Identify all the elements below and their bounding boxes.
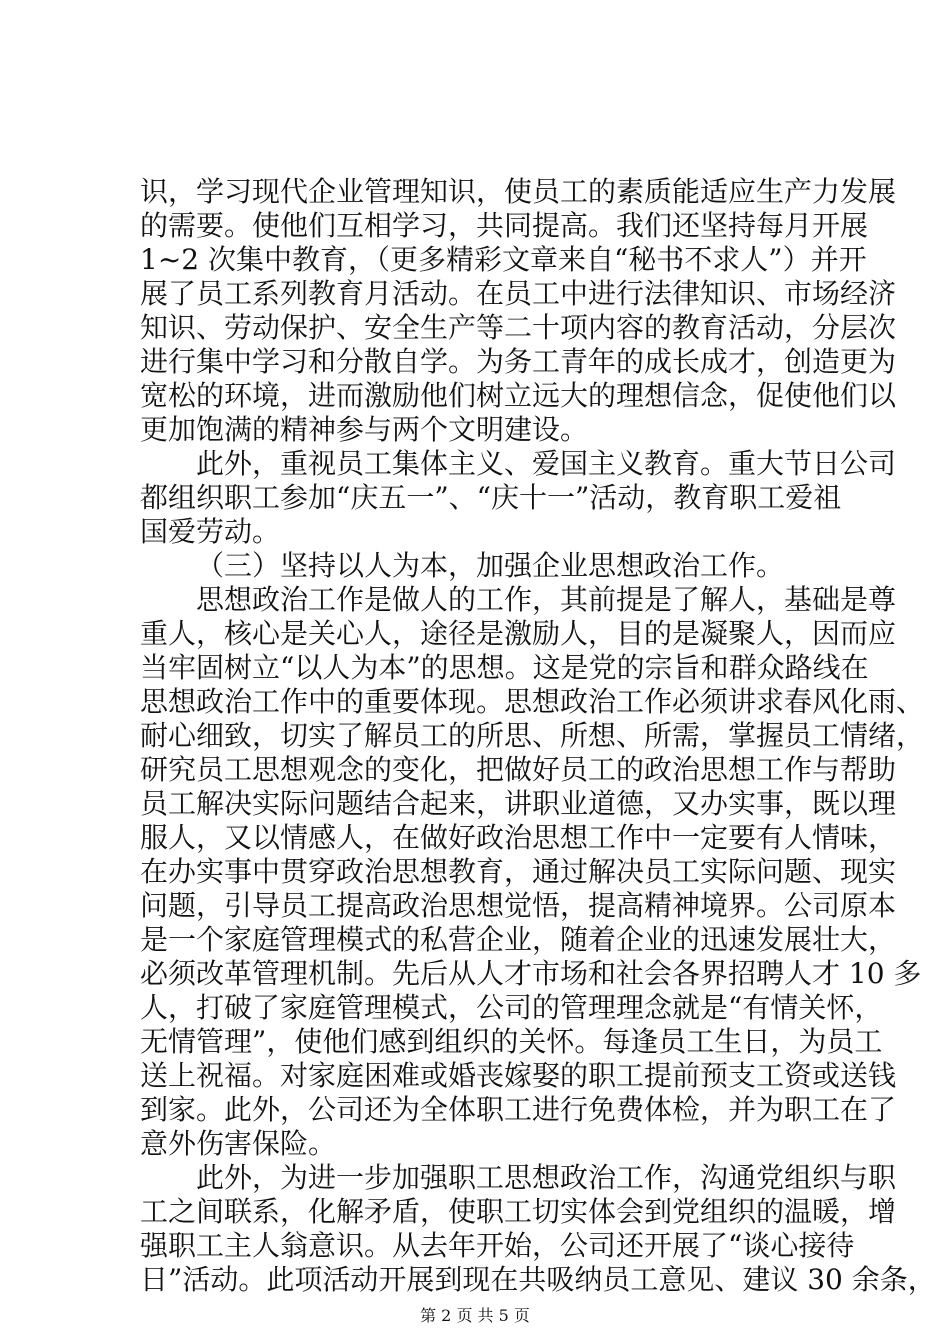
- body-line: 日”活动。此项活动开展到现在共吸纳员工意见、建议 30 余条，: [140, 1263, 936, 1296]
- paragraph-first-line: 此外，为进一步加强职工思想政治工作，沟通党组织与职: [196, 1161, 897, 1194]
- body-line: 1~2 次集中教育，（更多精彩文章来自“秘书不求人”）并开: [140, 243, 867, 276]
- body-line: 强职工主人翁意识。从去年开始，公司还开展了“谈心接待: [140, 1229, 855, 1262]
- body-line: 员工解决实际问题结合起来，讲职业道德，又办实事，既以理: [140, 787, 897, 820]
- body-line: 服人，又以情感人，在做好政治思想工作中一定要有人情味，: [140, 821, 897, 854]
- body-line: 识，学习现代企业管理知识，使员工的素质能适应生产力发展: [140, 175, 897, 208]
- body-line: 在办实事中贯穿政治思想教育，通过解决员工实际问题、现实: [140, 855, 897, 888]
- body-line: 思想政治工作中的重要体现。思想政治工作必须讲求春风化雨、: [140, 685, 925, 718]
- body-line: 知识、劳动保护、安全生产等二十项内容的教育活动，分层次: [140, 311, 897, 344]
- body-line: 展了员工系列教育月活动。在员工中进行法律知识、市场经济: [140, 277, 897, 310]
- body-line: 国爱劳动。: [140, 515, 281, 548]
- body-line: 宽松的环境，进而激励他们树立远大的理想信念，促使他们以: [140, 379, 897, 412]
- body-line: 的需要。使他们互相学习，共同提高。我们还坚持每月开展: [140, 209, 869, 242]
- body-line: 耐心细致，切实了解员工的所思、所想、所需，掌握员工情绪，: [140, 719, 925, 752]
- paragraph-first-line: 此外，重视员工集体主义、爱国主义教育。重大节日公司: [196, 447, 897, 480]
- body-line: 当牢固树立“以人为本”的思想。这是党的宗旨和群众路线在: [140, 651, 869, 684]
- body-line: 更加饱满的精神参与两个文明建设。: [140, 413, 589, 446]
- body-line: 是一个家庭管理模式的私营企业，随着企业的迅速发展壮大，: [140, 923, 897, 956]
- body-line: 无情管理”，使他们感到组织的关怀。每逢员工生日，为员工: [140, 1025, 883, 1058]
- body-line: 研究员工思想观念的变化，把做好员工的政治思想工作与帮助: [140, 753, 897, 786]
- body-line: 重人，核心是关心人，途径是激励人，目的是凝聚人，因而应: [140, 617, 897, 650]
- section-heading: （三）坚持以人为本，加强企业思想政治工作。: [196, 549, 785, 582]
- body-line: 送上祝福。对家庭困难或婚丧嫁娶的职工提前预支工资或送钱: [140, 1059, 897, 1092]
- body-line: 人，打破了家庭管理模式，公司的管理理念就是“有情关怀，: [140, 991, 883, 1024]
- body-line: 工之间联系，化解矛盾，使职工切实体会到党组织的温暖，增: [140, 1195, 897, 1228]
- body-line: 意外伤害保险。: [140, 1127, 337, 1160]
- body-line: 到家。此外，公司还为全体职工进行免费体检，并为职工在了: [140, 1093, 897, 1126]
- body-line: 必须改革管理机制。先后从人才市场和社会各界招聘人才 10 多: [140, 957, 922, 990]
- body-line: 都组织职工参加“庆五一”、“庆十一”活动，教育职工爱祖: [140, 481, 842, 514]
- body-line: 问题，引导员工提高政治思想觉悟，提高精神境界。公司原本: [140, 889, 897, 922]
- page-number-footer: 第 2 页 共 5 页: [420, 1306, 530, 1325]
- body-line: 进行集中学习和分散自学。为务工青年的成长成才，创造更为: [140, 345, 897, 378]
- paragraph-first-line: 思想政治工作是做人的工作，其前提是了解人，基础是尊: [196, 583, 897, 616]
